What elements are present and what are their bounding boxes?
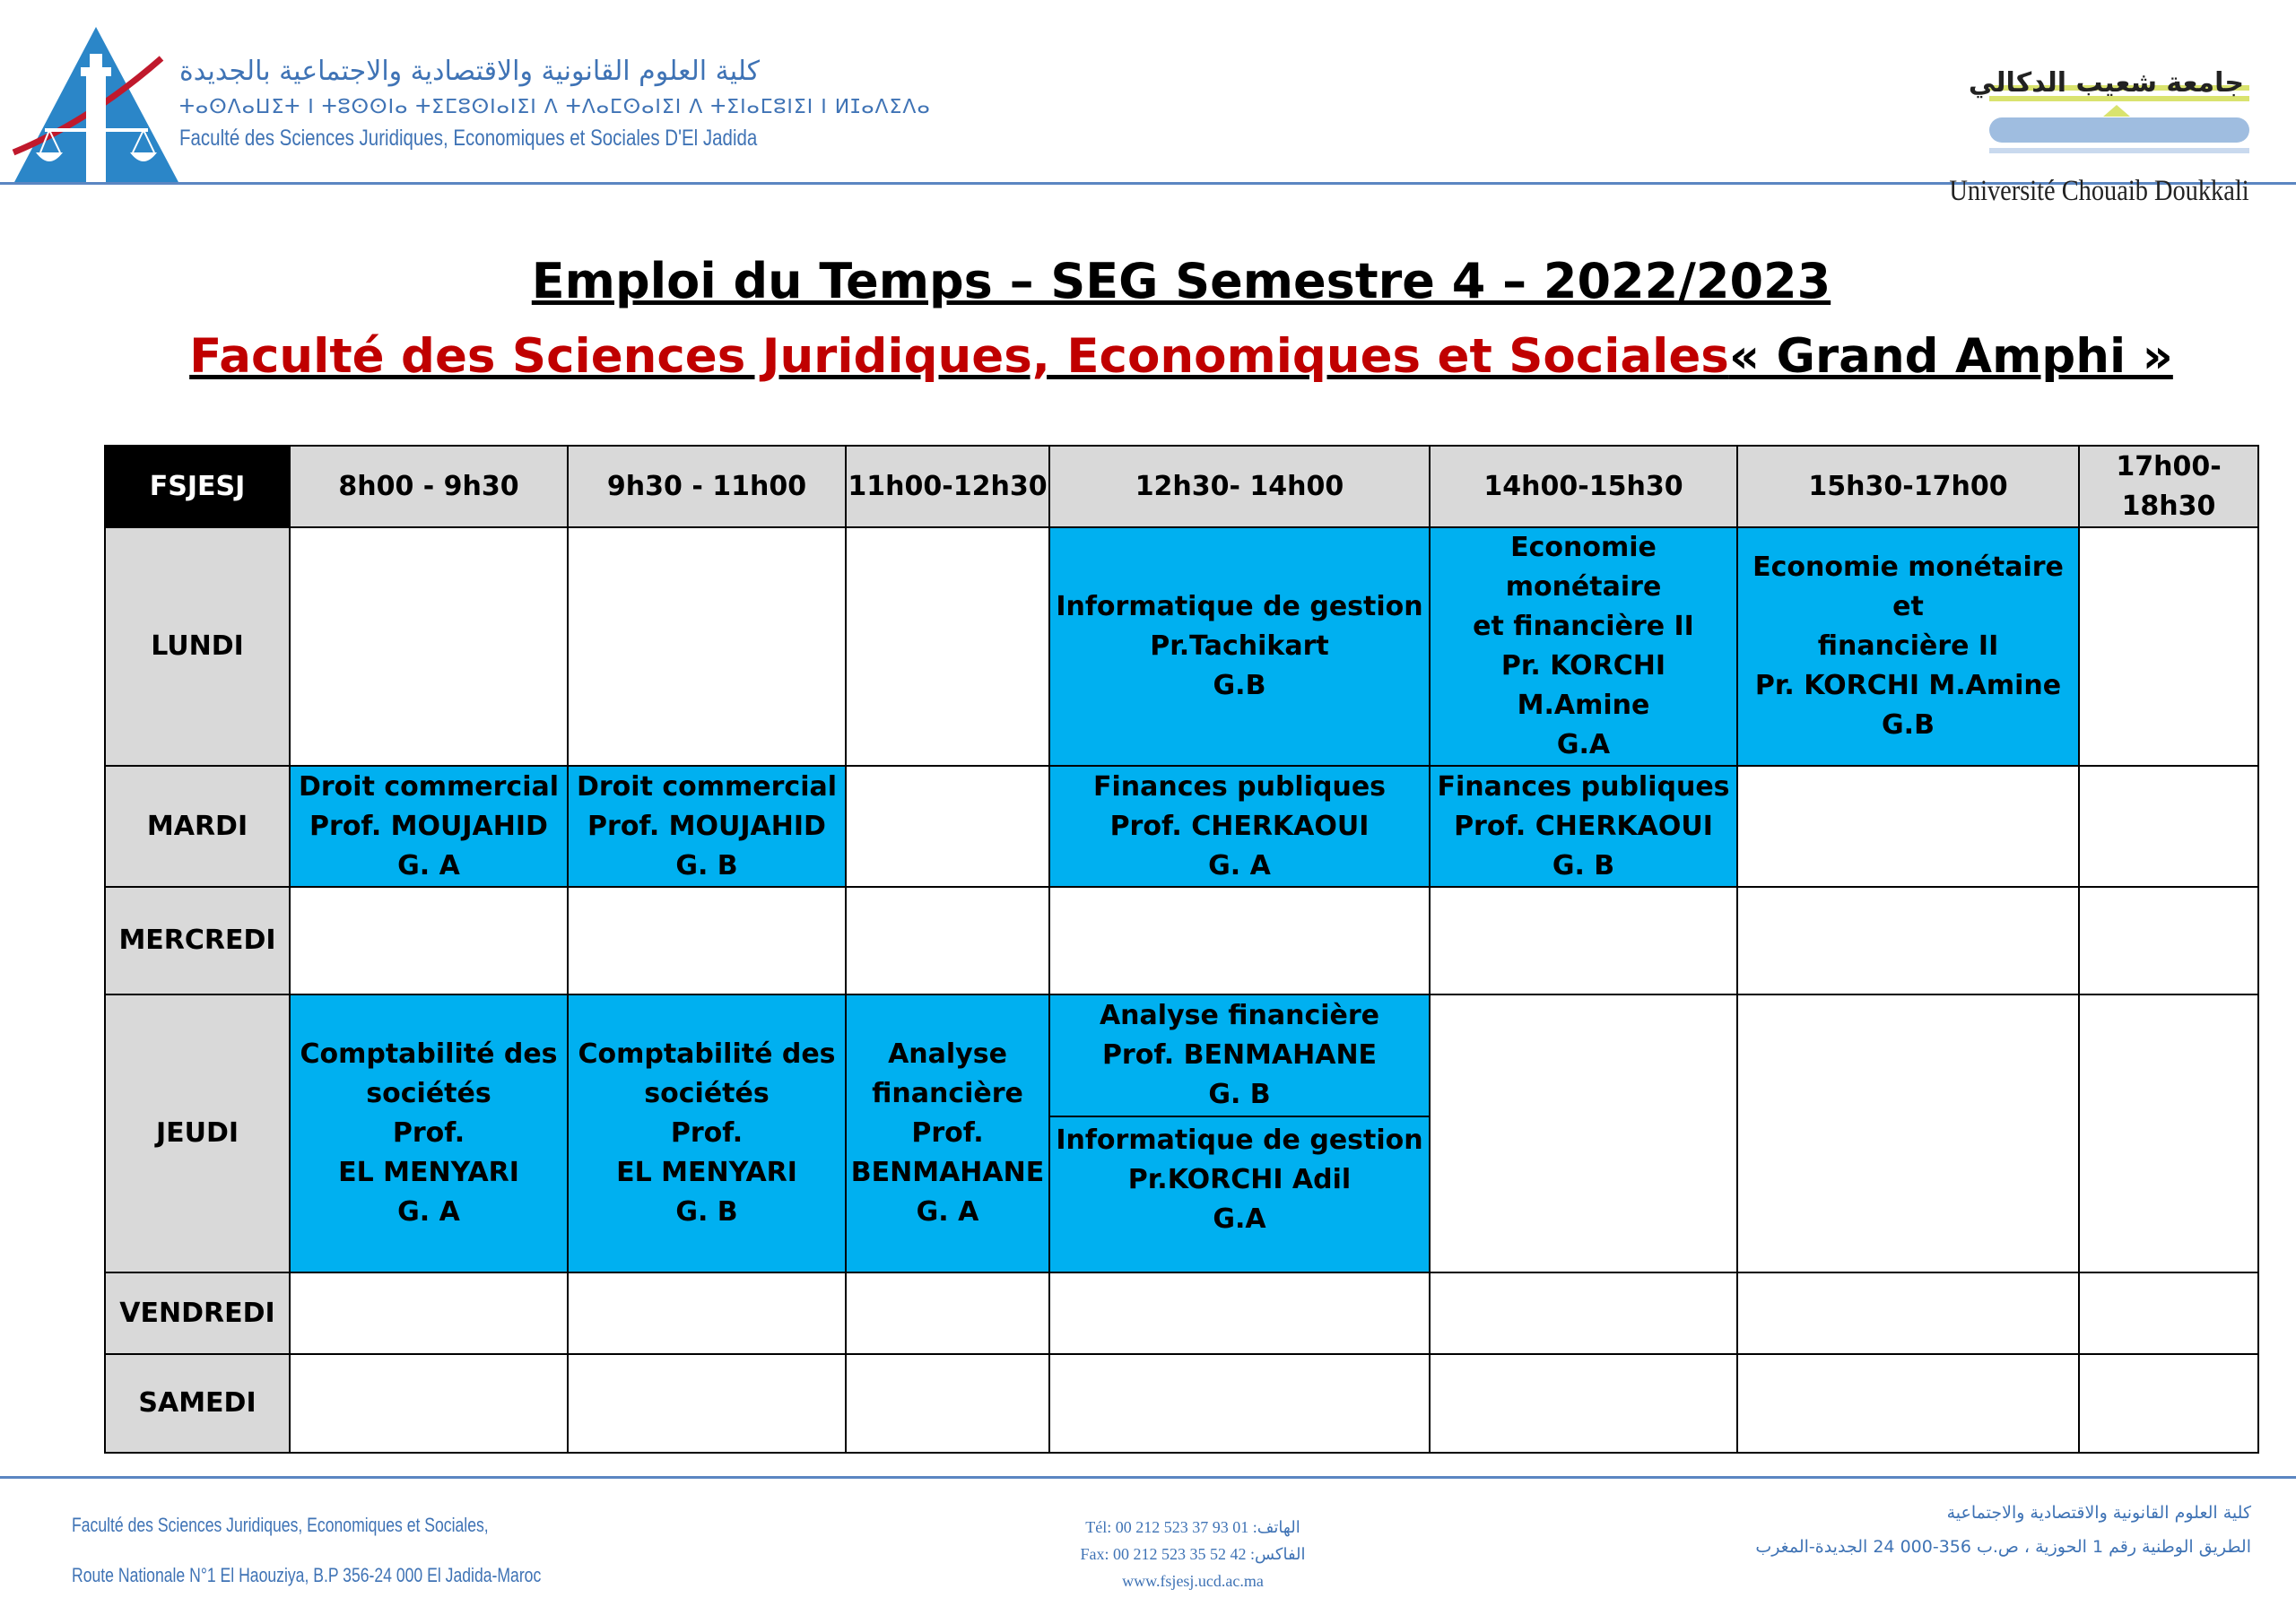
empty-cell xyxy=(568,1272,846,1354)
course-title: et financière II xyxy=(1473,611,1694,642)
course-title: sociétés xyxy=(366,1078,491,1109)
empty-cell xyxy=(1737,1272,2079,1354)
footer-address: Route Nationale N°1 El Haouziya, B.P 356-24 000 El Jadida-Maroc xyxy=(72,1564,542,1586)
course-title: Economie monétaire xyxy=(1505,532,1662,603)
course-cell xyxy=(1049,766,1430,887)
empty-cell xyxy=(2079,1354,2258,1453)
faculty-name-arabic: كلية العلوم القانونية والاقتصادية والاجتماعية بالجديدة xyxy=(179,56,760,87)
course-title: Finances publiques xyxy=(1092,770,1387,803)
course-professor: Prof. BENMAHANE xyxy=(1101,1039,1378,1071)
empty-cell xyxy=(2079,766,2258,887)
timetable-header-row xyxy=(105,446,2258,527)
course-professor: Pr.KORCHI Adil xyxy=(1127,1164,1352,1195)
course-professor: Pr.Tachikart xyxy=(1150,630,1329,662)
course-cell xyxy=(1430,527,1737,766)
slot-header: 9h30 - 11h00 xyxy=(568,446,846,527)
footer-contact xyxy=(1058,1514,1327,1594)
course-title: Comptabilité des xyxy=(578,1038,836,1070)
university-logo xyxy=(1949,31,2269,207)
course-title: Informatique de gestion xyxy=(1056,1125,1423,1156)
day-label: VENDREDI xyxy=(105,1272,290,1354)
empty-cell xyxy=(2079,994,2258,1272)
table-corner-label: FSJESJ xyxy=(105,446,290,527)
course-professor: Prof. xyxy=(392,1117,465,1149)
faculty-logo-icon xyxy=(9,22,184,188)
course-title: Comptabilité des xyxy=(300,1038,558,1070)
empty-cell xyxy=(1049,1354,1430,1453)
page-subtitle xyxy=(0,329,2296,384)
table-row-mercredi xyxy=(105,887,2258,994)
slot-header: 12h30- 14h00 xyxy=(1049,446,1430,527)
page-header xyxy=(0,0,2296,207)
course-professor: Prof. CHERKAOUI xyxy=(1454,810,1713,842)
empty-cell xyxy=(1430,1354,1737,1453)
footer-address-ar xyxy=(1695,1496,2251,1564)
table-row-samedi xyxy=(105,1354,2258,1453)
footer-divider xyxy=(0,1476,2296,1479)
course-cell xyxy=(1430,766,1737,887)
empty-cell xyxy=(846,527,1049,766)
empty-cell xyxy=(2079,1272,2258,1354)
footer-phone: Tél: 00 212 523 37 93 01 :الهاتف xyxy=(1085,1518,1300,1536)
course-group: G. B xyxy=(1208,1079,1271,1110)
course-group: G. B xyxy=(675,849,738,881)
course-title: Informatique de gestion xyxy=(1056,591,1423,622)
course-cell xyxy=(568,766,846,887)
course-title: Analyse xyxy=(888,1038,1007,1070)
table-row-lundi xyxy=(105,527,2258,766)
course-group: G. A xyxy=(916,1196,979,1228)
course-professor: Pr. KORCHI M.Amine xyxy=(1754,670,2062,701)
empty-cell xyxy=(1737,994,2079,1272)
empty-cell xyxy=(290,1272,568,1354)
course-professor: Prof. CHERKAOUI xyxy=(1109,810,1370,842)
faculty-name-tifinagh: ⵜⴰⵙⴷⴰⵡⵉⵜ ⵏ ⵜⵓⵙⵙⵏⴰ ⵜⵉⵎⵓⵙⵏⴰⵏⵉⵏ ⴷ ⵜⴷⴰⵎⵙⴰⵏⵉⵏ ⴷ ⵜⵉⵏⴰⵎⵓⵏⵉⵏ ⵏ ⵍⵊⴰⴷⵉⴷⴰ xyxy=(179,96,931,118)
faculty-name-french: Faculté des Sciences Juridiques, Economiques et Sociales D'El Jadida xyxy=(179,126,758,151)
empty-cell xyxy=(1737,1354,2079,1453)
empty-cell xyxy=(290,1354,568,1453)
table-row-vendredi xyxy=(105,1272,2258,1354)
footer-address-ar-line: الطريق الوطنية رقم 1 الحوزية ، ص.ب 356-000 24 الجديدة-المغرب xyxy=(1755,1537,2251,1557)
table-row-jeudi xyxy=(105,994,2258,1116)
course-title: financière xyxy=(872,1078,1023,1109)
course-professor: BENMAHANE xyxy=(850,1157,1045,1188)
slot-header: 15h30-17h00 xyxy=(1737,446,2079,527)
course-professor: Prof. MOUJAHID xyxy=(309,810,548,842)
day-label: MERCREDI xyxy=(105,887,290,994)
empty-cell xyxy=(1049,1272,1430,1354)
course-title: financière II xyxy=(1817,630,1999,662)
course-cell xyxy=(290,766,568,887)
empty-cell xyxy=(846,887,1049,994)
empty-cell xyxy=(1049,887,1430,994)
day-label: SAMEDI xyxy=(105,1354,290,1453)
course-title: Finances publiques xyxy=(1437,770,1730,803)
course-group: G. B xyxy=(675,1196,738,1228)
empty-cell xyxy=(1430,994,1737,1272)
course-cell xyxy=(1049,527,1430,766)
course-professor: Prof. xyxy=(911,1117,984,1149)
footer-fax: Fax: 00 212 523 35 52 42 :الفاكس xyxy=(1080,1545,1306,1563)
slot-header: 17h00- 18h30 xyxy=(2079,446,2258,527)
empty-cell xyxy=(1737,766,2079,887)
empty-cell xyxy=(846,1354,1049,1453)
empty-cell xyxy=(290,527,568,766)
empty-cell xyxy=(1430,887,1737,994)
empty-cell xyxy=(2079,887,2258,994)
course-cell xyxy=(1737,527,2079,766)
day-label: JEUDI xyxy=(105,994,290,1272)
course-professor: Pr. KORCHI M.Amine xyxy=(1500,650,1666,721)
course-title: Droit commercial xyxy=(576,770,838,803)
empty-cell xyxy=(290,887,568,994)
empty-cell xyxy=(1430,1272,1737,1354)
course-cell xyxy=(1049,1116,1430,1272)
footer-faculty-name-ar: كلية العلوم القانونية والاقتصادية والاجتماعية xyxy=(1946,1503,2251,1523)
table-row-mardi xyxy=(105,766,2258,887)
course-cell xyxy=(568,994,846,1272)
subtitle-faculty: Faculté des Sciences Juridiques, Economiques et Sociales xyxy=(189,329,1729,384)
subtitle-venue: « Grand Amphi » xyxy=(1728,329,2173,384)
empty-cell xyxy=(1737,887,2079,994)
empty-cell xyxy=(568,887,846,994)
university-name-arabic: جامعة شعيب الدكالي xyxy=(1968,67,2244,99)
day-label: MARDI xyxy=(105,766,290,887)
footer-address-fr xyxy=(72,1514,542,1587)
empty-cell xyxy=(2079,527,2258,766)
slot-header: 8h00 - 9h30 xyxy=(290,446,568,527)
footer-faculty-name: Faculté des Sciences Juridiques, Economiques et Sociales, xyxy=(72,1514,489,1536)
course-group: G.A xyxy=(1556,729,1611,760)
course-professor: Prof. MOUJAHID xyxy=(587,810,826,842)
course-title: Droit commercial xyxy=(298,770,560,803)
course-title: sociétés xyxy=(644,1078,770,1109)
slot-header: 14h00-15h30 xyxy=(1430,446,1737,527)
course-professor: EL MENYARI xyxy=(338,1157,519,1188)
page-title: Emploi du Temps – SEG Semestre 4 – 2022/2023 xyxy=(531,253,1831,309)
course-group: G.A xyxy=(1213,1203,1266,1235)
course-title: Analyse financière xyxy=(1099,1000,1380,1031)
course-cell xyxy=(1049,994,1430,1116)
faculty-name-block xyxy=(179,56,931,152)
slot-header: 11h00-12h30 xyxy=(846,446,1049,527)
day-label: LUNDI xyxy=(105,527,290,766)
course-cell xyxy=(846,994,1049,1272)
empty-cell xyxy=(846,766,1049,887)
empty-cell xyxy=(568,1354,846,1453)
course-professor: Prof. xyxy=(670,1117,744,1149)
empty-cell xyxy=(568,527,846,766)
course-group: G.B xyxy=(1213,670,1266,701)
course-group: G. B xyxy=(1552,849,1615,881)
course-group: G.B xyxy=(1882,709,1935,741)
footer-website: www.fsjesj.ucd.ac.ma xyxy=(1122,1572,1264,1590)
course-professor: EL MENYARI xyxy=(616,1157,797,1188)
course-group: G. A xyxy=(397,1196,460,1228)
course-cell xyxy=(290,994,568,1272)
course-title: Economie monétaire et xyxy=(1752,551,2064,622)
course-group: G. A xyxy=(1208,849,1271,881)
empty-cell xyxy=(846,1272,1049,1354)
university-name-french: Université Chouaib Doukkali xyxy=(1949,175,2249,207)
course-group: G. A xyxy=(397,849,460,881)
timetable xyxy=(104,445,2259,1454)
